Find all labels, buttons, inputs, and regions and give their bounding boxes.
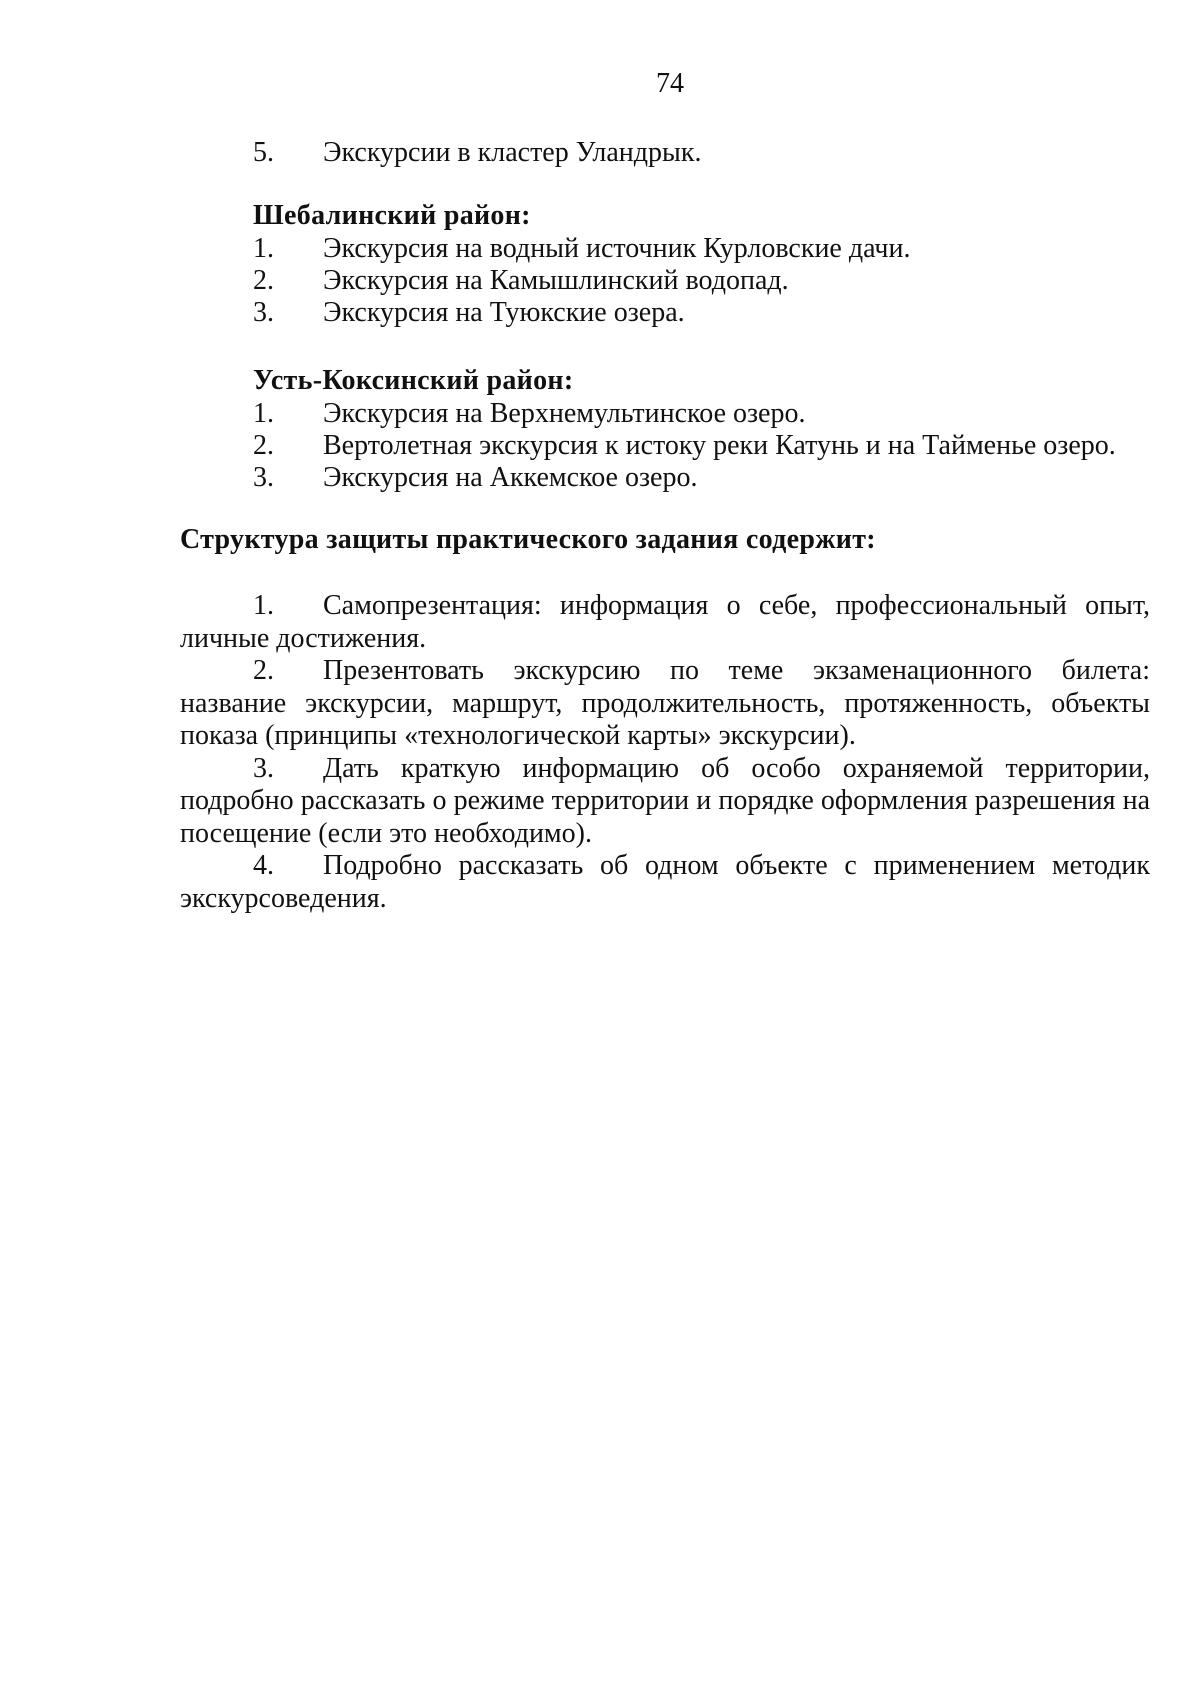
item-text: Экскурсия на водный источник Курловские дачи. <box>323 233 911 264</box>
list-item <box>253 462 1153 494</box>
section-shebalinsky <box>253 199 1153 329</box>
item-text: Экскурсия на Камышлинский водопад. <box>323 265 789 296</box>
item-number: 2. <box>253 655 274 686</box>
item-number: 3. <box>253 462 274 493</box>
item-text: Экскурсия на Туюкские озера. <box>323 297 685 328</box>
item-text: Самопрезентация: информация о себе, профессиональный опыт, личные достижения. <box>180 590 1150 654</box>
item-text: Экскурсии в кластер Уландрык. <box>323 137 702 168</box>
item-number: 5. <box>253 137 274 168</box>
item-number: 3. <box>253 297 274 328</box>
item-number: 2. <box>253 265 274 296</box>
item-number: 1. <box>253 398 274 429</box>
item-number: 1. <box>253 233 274 264</box>
list-item <box>253 233 1153 265</box>
item-text: Экскурсия на Верхнемультинское озеро. <box>323 398 806 429</box>
item-number: 1. <box>253 590 274 621</box>
list-item <box>253 430 1153 462</box>
item-number: 2. <box>253 430 274 461</box>
structure-item <box>180 850 1150 915</box>
section-title: Шебалинский район: <box>253 200 531 231</box>
section-title: Усть-Коксинский район: <box>253 365 574 396</box>
intro-list <box>253 137 1153 169</box>
list-item <box>253 265 1153 297</box>
list-item <box>253 297 1153 329</box>
structure-item <box>180 655 1150 753</box>
section-ust-koksinsky <box>253 364 1153 494</box>
structure-title: Структура защиты практического задания содержит: <box>180 524 876 555</box>
item-number: 4. <box>253 850 274 881</box>
item-text: Презентовать экскурсию по теме экзаменационного билета: название экскурсии, маршрут, продолжительность, протяженность, объекты показа (принципы «технологической карты» экскурсии). <box>180 655 1150 751</box>
structure-list <box>180 590 1150 915</box>
item-text: Дать краткую информацию об особо охраняемой территории, подробно рассказать о режиме территории и порядке оформления разрешения на посещение (если это необходимо). <box>180 752 1150 849</box>
page-number: 74 <box>656 68 684 99</box>
item-text: Вертолетная экскурсия к истоку реки Катунь и на Тайменье озеро. <box>323 430 1116 461</box>
item-text: Подробно рассказать об одном объекте с применением методик экскурсоведения. <box>180 850 1150 914</box>
structure-item <box>180 590 1150 655</box>
structure-item <box>180 753 1150 851</box>
item-text: Экскурсия на Аккемское озеро. <box>323 462 698 493</box>
item-number: 3. <box>253 752 274 784</box>
list-item <box>253 398 1153 430</box>
list-item <box>253 137 1153 169</box>
